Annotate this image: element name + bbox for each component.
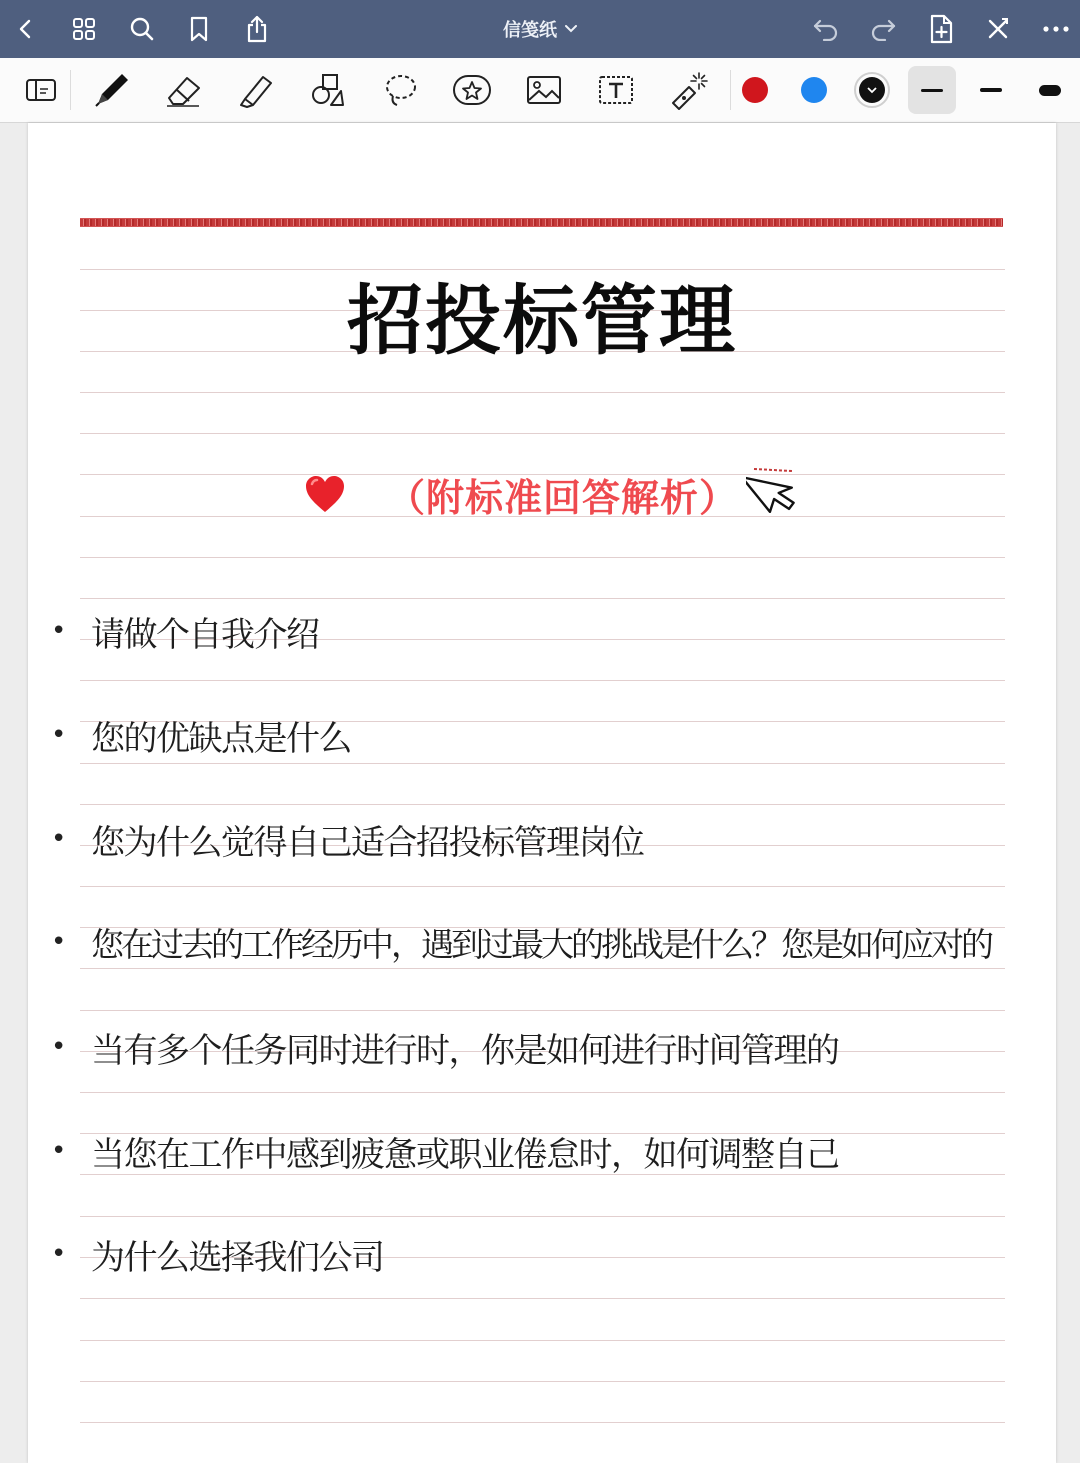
back-chevron-icon[interactable] <box>6 9 46 49</box>
ruled-line <box>80 392 1005 393</box>
stroke-width-thick[interactable] <box>1026 66 1074 114</box>
laser-pointer-icon[interactable] <box>664 66 712 114</box>
ruled-line <box>80 1216 1005 1217</box>
stroke-width-medium[interactable] <box>967 66 1015 114</box>
subtitle-text: （附标准回答解析） <box>387 475 739 520</box>
question-item[interactable] <box>48 912 991 972</box>
question-text: 您的优缺点是什么 <box>91 718 351 759</box>
ruled-line <box>80 1340 1005 1341</box>
mouse-cursor-icon <box>746 461 826 521</box>
ruled-line <box>80 680 1005 681</box>
ruled-line <box>80 1092 1005 1093</box>
ruled-line <box>80 433 1005 434</box>
highlighter-icon[interactable] <box>232 66 280 114</box>
subtitle-row <box>303 463 738 525</box>
close-tool-icon[interactable] <box>978 9 1018 49</box>
bullet: • <box>51 1136 67 1166</box>
question-item[interactable] <box>48 809 644 869</box>
search-icon[interactable] <box>122 9 162 49</box>
bullet: • <box>51 1032 67 1062</box>
question-text: 您为什么觉得自己适合招投标管理岗位 <box>91 822 644 863</box>
document-title-dropdown[interactable] <box>503 16 577 42</box>
shapes-icon[interactable] <box>304 66 352 114</box>
decorative-header-band <box>80 218 1003 227</box>
question-item[interactable] <box>48 1017 839 1077</box>
lasso-icon[interactable] <box>376 66 424 114</box>
question-item[interactable] <box>48 1121 839 1181</box>
drawing-toolbar <box>0 58 1080 123</box>
ruled-line <box>80 1010 1005 1011</box>
stroke-width-thin[interactable] <box>908 66 956 114</box>
page-heading: 招投标管理 <box>347 276 737 365</box>
sticker-icon[interactable] <box>448 66 496 114</box>
question-item[interactable] <box>48 1224 384 1284</box>
ruled-line <box>80 1298 1005 1299</box>
bookmark-icon[interactable] <box>179 9 219 49</box>
ruled-line <box>80 598 1005 599</box>
question-text: 请做个自我介绍 <box>91 614 319 655</box>
question-text: 您在过去的工作经历中，遇到过最大的挑战是什么？您是如何应对的 <box>91 924 991 964</box>
ruled-line <box>80 886 1005 887</box>
eraser-icon[interactable] <box>160 66 208 114</box>
top-navigation-bar <box>0 0 1080 58</box>
image-icon[interactable] <box>520 66 568 114</box>
question-text: 当有多个任务同时进行时，你是如何进行时间管理的 <box>91 1030 839 1071</box>
question-text: 为什么选择我们公司 <box>91 1237 384 1278</box>
pen-icon[interactable] <box>88 66 136 114</box>
color-swatch-blue[interactable] <box>796 72 832 108</box>
bullet: • <box>51 1239 67 1269</box>
bullet: • <box>51 616 67 646</box>
bullet: • <box>51 927 67 957</box>
read-mode-icon[interactable] <box>17 66 65 114</box>
question-item[interactable] <box>48 601 319 661</box>
bullet: • <box>51 824 67 854</box>
more-icon[interactable] <box>1036 9 1076 49</box>
bullet: • <box>51 720 67 750</box>
note-page[interactable] <box>28 123 1056 1463</box>
document-title: 信笺纸 <box>503 20 557 41</box>
add-page-icon[interactable] <box>921 9 961 49</box>
chevron-down-icon <box>565 25 577 33</box>
color-swatch-red[interactable] <box>737 72 773 108</box>
share-icon[interactable] <box>237 9 277 49</box>
ruled-line <box>80 804 1005 805</box>
question-text: 当您在工作中感到疲惫或职业倦怠时，如何调整自己 <box>91 1134 839 1175</box>
question-item[interactable] <box>48 705 351 765</box>
heart-icon <box>303 472 347 516</box>
ruled-line <box>80 1422 1005 1423</box>
redo-icon[interactable] <box>863 9 903 49</box>
text-icon[interactable] <box>592 66 640 114</box>
grid-view-icon[interactable] <box>64 9 104 49</box>
undo-icon[interactable] <box>806 9 846 49</box>
ruled-line <box>80 1381 1005 1382</box>
chevron-down-icon <box>867 87 877 94</box>
ruled-line <box>80 269 1005 270</box>
ruled-line <box>80 557 1005 558</box>
color-swatch-black[interactable] <box>854 72 890 108</box>
